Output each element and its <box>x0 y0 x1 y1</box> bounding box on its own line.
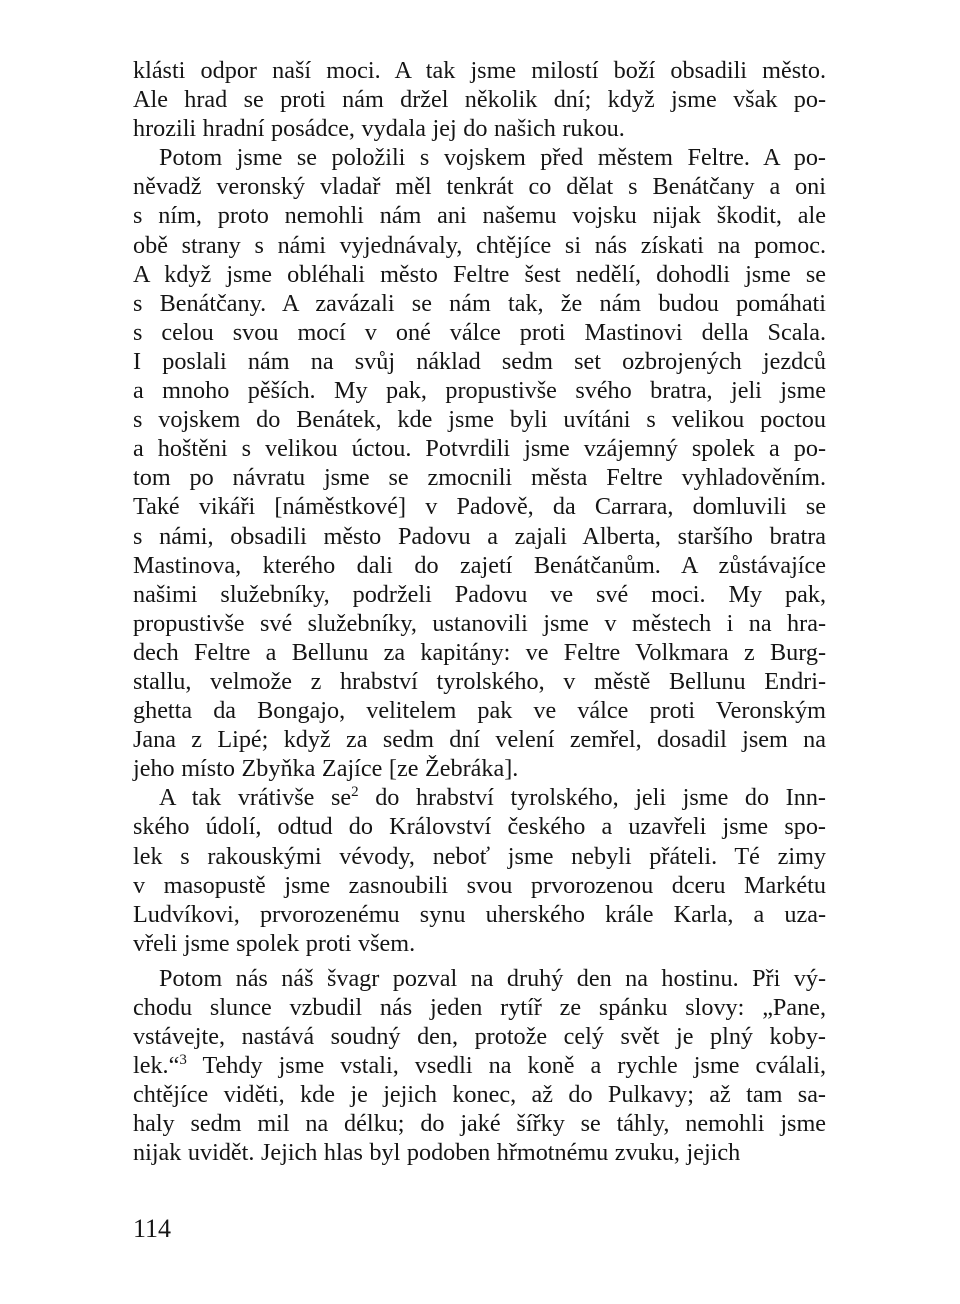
text-line: vstávejte, nastává soudný den, protože celý svět je plný koby- <box>133 1023 826 1051</box>
text-line: A tak vrátivše se$^2$ do hrabství tyrolského, jeli jsme do Inn- <box>159 784 826 812</box>
text-line: lek s rakouskými vévody, neboť jsme nebyli přáteli. Té zimy <box>133 842 826 870</box>
text-line: A když jsme obléhali město Feltre šest nedělí, dohodli jsme se <box>133 260 826 288</box>
text-line: něvadž veronský vladař měl tenkrát co dělat s Benátčany a oni <box>133 173 826 201</box>
text-line: s celou svou mocí v oné válce proti Mastinovi della Scala. <box>133 318 826 346</box>
text-line: ského údolí, odtud do Království českého a uzavřeli jsme spo- <box>133 813 826 841</box>
paragraph <box>133 783 826 958</box>
footnote-marker[interactable]: 3 <box>179 1052 187 1069</box>
text-line: Také vikáři [náměstkové] v Padově, da Carrara, domluvili se <box>133 493 826 521</box>
text-line: v masopustě jsme zasnoubili svou prvorozenou dceru Markétu <box>133 871 826 899</box>
text-line: obě strany s námi vyjednávaly, chtějíce si nás získati na pomoc. <box>133 231 826 259</box>
text-line: našimi služebníky, podrželi Padovu ve své moci. My pak, <box>133 580 826 608</box>
text-line: haly sedm mil na délku; do jaké šířky se táhly, nemohli jsme <box>133 1110 826 1138</box>
page-number: 114 <box>133 1214 172 1243</box>
text-line: chodu slunce vzbudil nás jeden rytíř ze spánku slovy: „Pane, <box>133 994 826 1021</box>
text-line: stallu, velmože z hrabství tyrolského, v městě Bellunu Endri- <box>133 667 826 695</box>
text-line: ghetta da Bongajo, velitelem pak ve válce proti Veronským <box>133 697 826 725</box>
text-line: Jana z Lipé; když za sedm dní velení zemřel, dosadil jsem na <box>133 726 826 754</box>
text-line: jeho místo Zbyňka Zajíce [ze Žebráka]. <box>133 755 519 783</box>
footnote-marker[interactable]: 2 <box>351 784 359 801</box>
text-line: Mastinova, kterého dali do zajetí Benátčanům. A zůstávajíce <box>133 551 826 579</box>
text-line: I poslali nám na svůj náklad sedm set ozbrojených jezdců <box>133 347 826 375</box>
text-line: Potom nás náš švagr pozval na druhý den na hostinu. Při vý- <box>159 964 826 992</box>
text-line: Ale hrad se proti nám držel několik dní; když jsme však po- <box>133 86 826 114</box>
text-line: dech Feltre a Bellunu za kapitány: ve Feltre Volkmara z Burg- <box>133 638 826 666</box>
paragraph <box>133 143 826 783</box>
text-line: Ludvíkovi, prvorozenému synu uherského krále Karla, a uza- <box>133 900 826 928</box>
text-line: s Benátčany. A zavázali se nám tak, že nám budou pomáhati <box>133 289 826 317</box>
text-line: vřeli jsme spolek proti všem. <box>133 929 416 957</box>
text-line: klásti odpor naší moci. A tak jsme milostí boží obsadili město. <box>133 57 826 84</box>
text-line: chtějíce viděti, kde je jejich konec, až do Pulkavy; až tam sa- <box>133 1081 826 1109</box>
text-line: propustivše své služebníky, ustanovili jsme v městech i na hra- <box>133 609 826 637</box>
text-line: hrozili hradní posádce, vydala jej do našich rukou. <box>133 115 625 143</box>
text-line: Potom jsme se položili s vojskem před městem Feltre. A po- <box>159 144 826 172</box>
text-line: s ním, proto nemohli nám ani našemu vojsku nijak škodit, ale <box>133 202 826 230</box>
text-line: s námi, obsadili město Padovu a zajali Alberta, staršího bratra <box>133 522 826 550</box>
text-line: lek.“$^3$ Tehdy jsme vstali, vsedli na koně a rychle jsme cválali, <box>133 1052 826 1080</box>
text-line: a mnoho pěších. My pak, propustivše svého bratra, jeli jsme <box>133 377 826 405</box>
body-text <box>133 56 826 1168</box>
paragraph <box>133 56 826 143</box>
text-line: s vojskem do Benátek, kde jsme byli uvítáni s velikou poctou <box>133 406 826 434</box>
text-line: tom po návratu jsme se zmocnili města Feltre vyhladověním. <box>133 464 826 492</box>
text-line: a hoštěni s velikou úctou. Potvrdili jsme vzájemný spolek a po- <box>133 435 826 463</box>
text-line: nijak uvidět. Jejich hlas byl podoben hřmotnému zvuku, jejich <box>133 1139 741 1167</box>
paragraph <box>133 964 826 1168</box>
